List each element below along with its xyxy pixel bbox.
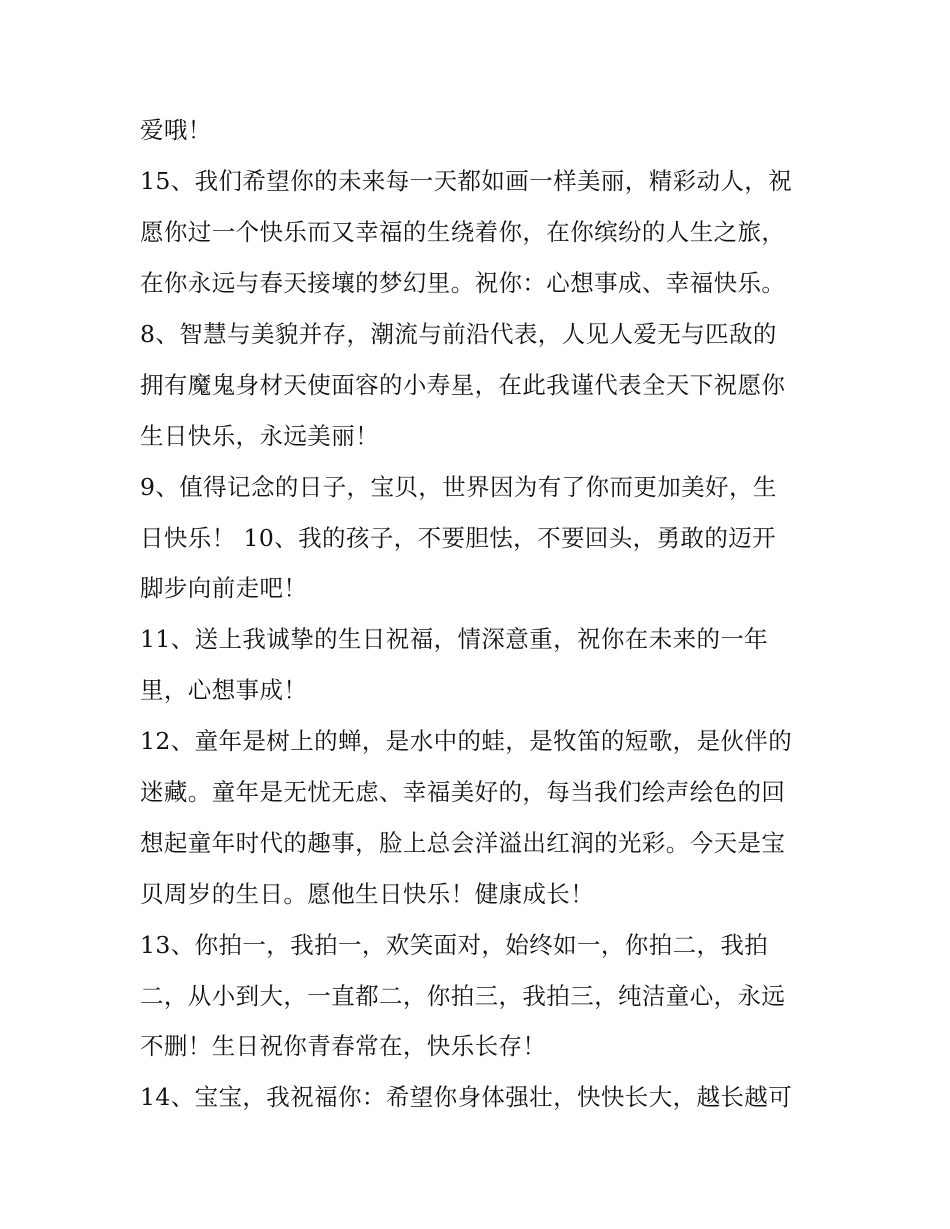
text-line: 8、智慧与美貌并存，潮流与前沿代表，人见人爱无与匹敌的: [140, 320, 777, 348]
text-line: 脚步向前走吧！: [140, 574, 308, 602]
text-line: 15、我们希望你的未来每一天都如画一样美丽，精彩动人，祝: [140, 167, 793, 195]
text-line: 13、你拍一，我拍一，欢笑面对，始终如一，你拍二，我拍: [140, 931, 769, 959]
text-line: 贝周岁的生日。愿他生日快乐！健康成长！: [140, 880, 595, 908]
text-line: 想起童年时代的趣事，脸上总会洋溢出红润的光彩。今天是宝: [140, 829, 786, 857]
text-line: 迷藏。童年是无忧无虑、幸福美好的，每当我们绘声绘色的回: [140, 778, 786, 806]
text-line: 12、童年是树上的蝉，是水中的蛙，是牧笛的短歌，是伙伴的: [140, 727, 793, 755]
text-line: 二，从小到大，一直都二，你拍三，我拍三，纯洁童心，永远: [140, 982, 786, 1010]
text-line: 愿你过一个快乐而又幸福的生绕着你，在你缤纷的人生之旅，: [140, 218, 786, 246]
text-line: 拥有魔鬼身材天使面容的小寿星，在此我谨代表全天下祝愿你: [140, 371, 786, 399]
text-line: 在你永远与春天接壤的梦幻里。祝你：心想事成、幸福快乐。: [140, 269, 786, 297]
text-line: 9、值得记念的日子，宝贝，世界因为有了你而更加美好，生: [140, 473, 777, 501]
text-line: 11、送上我诚挚的生日祝福，情深意重，祝你在未来的一年: [140, 625, 769, 653]
text-line: 爱哦！: [140, 116, 212, 144]
text-line: 里，心想事成！: [140, 676, 308, 704]
text-line: 14、宝宝，我祝福你：希望你身体强壮，快快长大，越长越可: [140, 1083, 793, 1111]
text-line: 日快乐！ 10、我的孩子，不要胆怯，不要回头，勇敢的迈开: [140, 524, 777, 552]
text-line: 生日快乐，永远美丽！: [140, 422, 379, 450]
text-line: 不删！生日祝你青春常在，快乐长存！: [140, 1032, 547, 1060]
